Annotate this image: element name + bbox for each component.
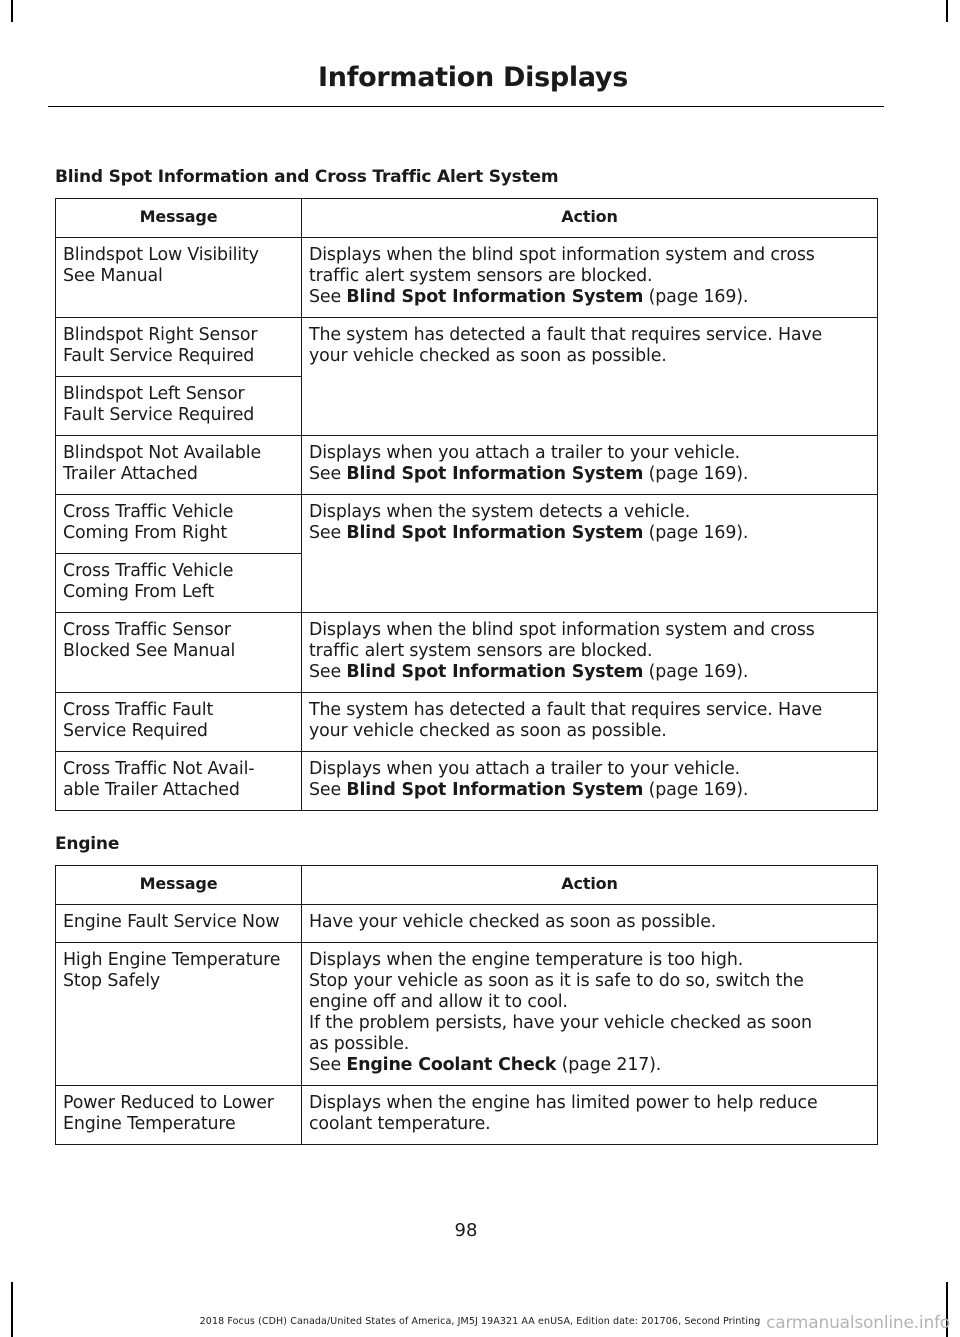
cross-reference-link[interactable]: Engine Coolant Check	[346, 1055, 557, 1075]
action-cell: Displays when the blind spot information system and cross traffic alert system sensors are blocked. See Blind Spot Information System (page 169).	[302, 613, 878, 693]
column-header-action: Action	[302, 866, 878, 905]
see-reference: See Blind Spot Information System (page 169).	[309, 287, 749, 307]
cross-reference-link[interactable]: Blind Spot Information System	[346, 523, 644, 543]
table-header-row	[56, 199, 878, 238]
message-cell: Blindspot Right Sensor Fault Service Required	[56, 318, 302, 377]
action-cell: Displays when the engine temperature is too high. Stop your vehicle as soon as it is safe to do so, switch the engine off and allow it to cool. If the problem persists, have your vehicle checked as soon as possible. See Engine Coolant Check (page 217).	[302, 943, 878, 1086]
action-cell: Displays when you attach a trailer to your vehicle. See Blind Spot Information System (page 169).	[302, 436, 878, 495]
action-cell: The system has detected a fault that requires service. Have your vehicle checked as soon as possible.	[302, 693, 878, 752]
message-cell: Cross Traffic Vehicle Coming From Right	[56, 495, 302, 554]
cross-reference-link[interactable]: Blind Spot Information System	[346, 780, 644, 800]
watermark: carmanualsonline.info	[766, 1313, 950, 1333]
page-title: Information Displays	[318, 62, 628, 93]
section-title-engine: Engine	[55, 834, 120, 854]
table-row	[56, 238, 878, 318]
crop-mark-top-left	[11, 0, 13, 22]
see-reference: See Blind Spot Information System (page 169).	[309, 780, 749, 800]
see-reference: See Blind Spot Information System (page 169).	[309, 662, 749, 682]
message-cell: High Engine Temperature Stop Safely	[56, 943, 302, 1086]
message-cell: Engine Fault Service Now	[56, 905, 302, 943]
action-cell: Displays when you attach a trailer to your vehicle. See Blind Spot Information System (page 169).	[302, 752, 878, 811]
cross-reference-link[interactable]: Blind Spot Information System	[346, 287, 644, 307]
column-header-message: Message	[56, 199, 302, 238]
see-reference: See Blind Spot Information System (page 169).	[309, 464, 749, 484]
action-cell: Displays when the engine has limited power to help reduce coolant temperature.	[302, 1086, 878, 1145]
message-cell: Cross Traffic Sensor Blocked See Manual	[56, 613, 302, 693]
table-row	[56, 1086, 878, 1145]
action-cell: Displays when the system detects a vehicle. See Blind Spot Information System (page 169).	[302, 495, 878, 613]
table-header-row	[56, 866, 878, 905]
table-row	[56, 905, 878, 943]
footer-edition-info: 2018 Focus (CDH) Canada/United States of America, JM5J 19A321 AA enUSA, Edition date: 201706, Second Printing	[199, 1316, 761, 1327]
crop-mark-bottom-left	[11, 1282, 13, 1337]
table-row	[56, 495, 878, 554]
table-row	[56, 436, 878, 495]
cross-reference-link[interactable]: Blind Spot Information System	[346, 662, 644, 682]
table-row	[56, 613, 878, 693]
action-cell: The system has detected a fault that requires service. Have your vehicle checked as soon as possible.	[302, 318, 878, 436]
table-row	[56, 943, 878, 1086]
message-cell: Cross Traffic Not Avail- able Trailer Attached	[56, 752, 302, 811]
crop-mark-top-right	[946, 0, 948, 22]
table-row	[56, 693, 878, 752]
table-row	[56, 752, 878, 811]
action-cell: Displays when the blind spot information system and cross traffic alert system sensors are blocked. See Blind Spot Information System (page 169).	[302, 238, 878, 318]
header-divider	[48, 106, 884, 107]
message-cell: Blindspot Low Visibility See Manual	[56, 238, 302, 318]
see-reference: See Blind Spot Information System (page 169).	[309, 523, 749, 543]
section-title-blind-spot: Blind Spot Information and Cross Traffic Alert System	[55, 167, 559, 187]
column-header-message: Message	[56, 866, 302, 905]
see-reference: See Engine Coolant Check (page 217).	[309, 1055, 662, 1075]
message-cell: Power Reduced to Lower Engine Temperature	[56, 1086, 302, 1145]
page-number: 98	[454, 1220, 478, 1241]
message-cell: Cross Traffic Vehicle Coming From Left	[56, 554, 302, 613]
action-cell: Have your vehicle checked as soon as possible.	[302, 905, 878, 943]
message-cell: Blindspot Left Sensor Fault Service Required	[56, 377, 302, 436]
cross-reference-link[interactable]: Blind Spot Information System	[346, 464, 644, 484]
column-header-action: Action	[302, 199, 878, 238]
message-cell: Blindspot Not Available Trailer Attached	[56, 436, 302, 495]
engine-messages-table	[55, 865, 878, 1145]
blind-spot-messages-table	[55, 198, 878, 811]
table-row	[56, 318, 878, 377]
message-cell: Cross Traffic Fault Service Required	[56, 693, 302, 752]
